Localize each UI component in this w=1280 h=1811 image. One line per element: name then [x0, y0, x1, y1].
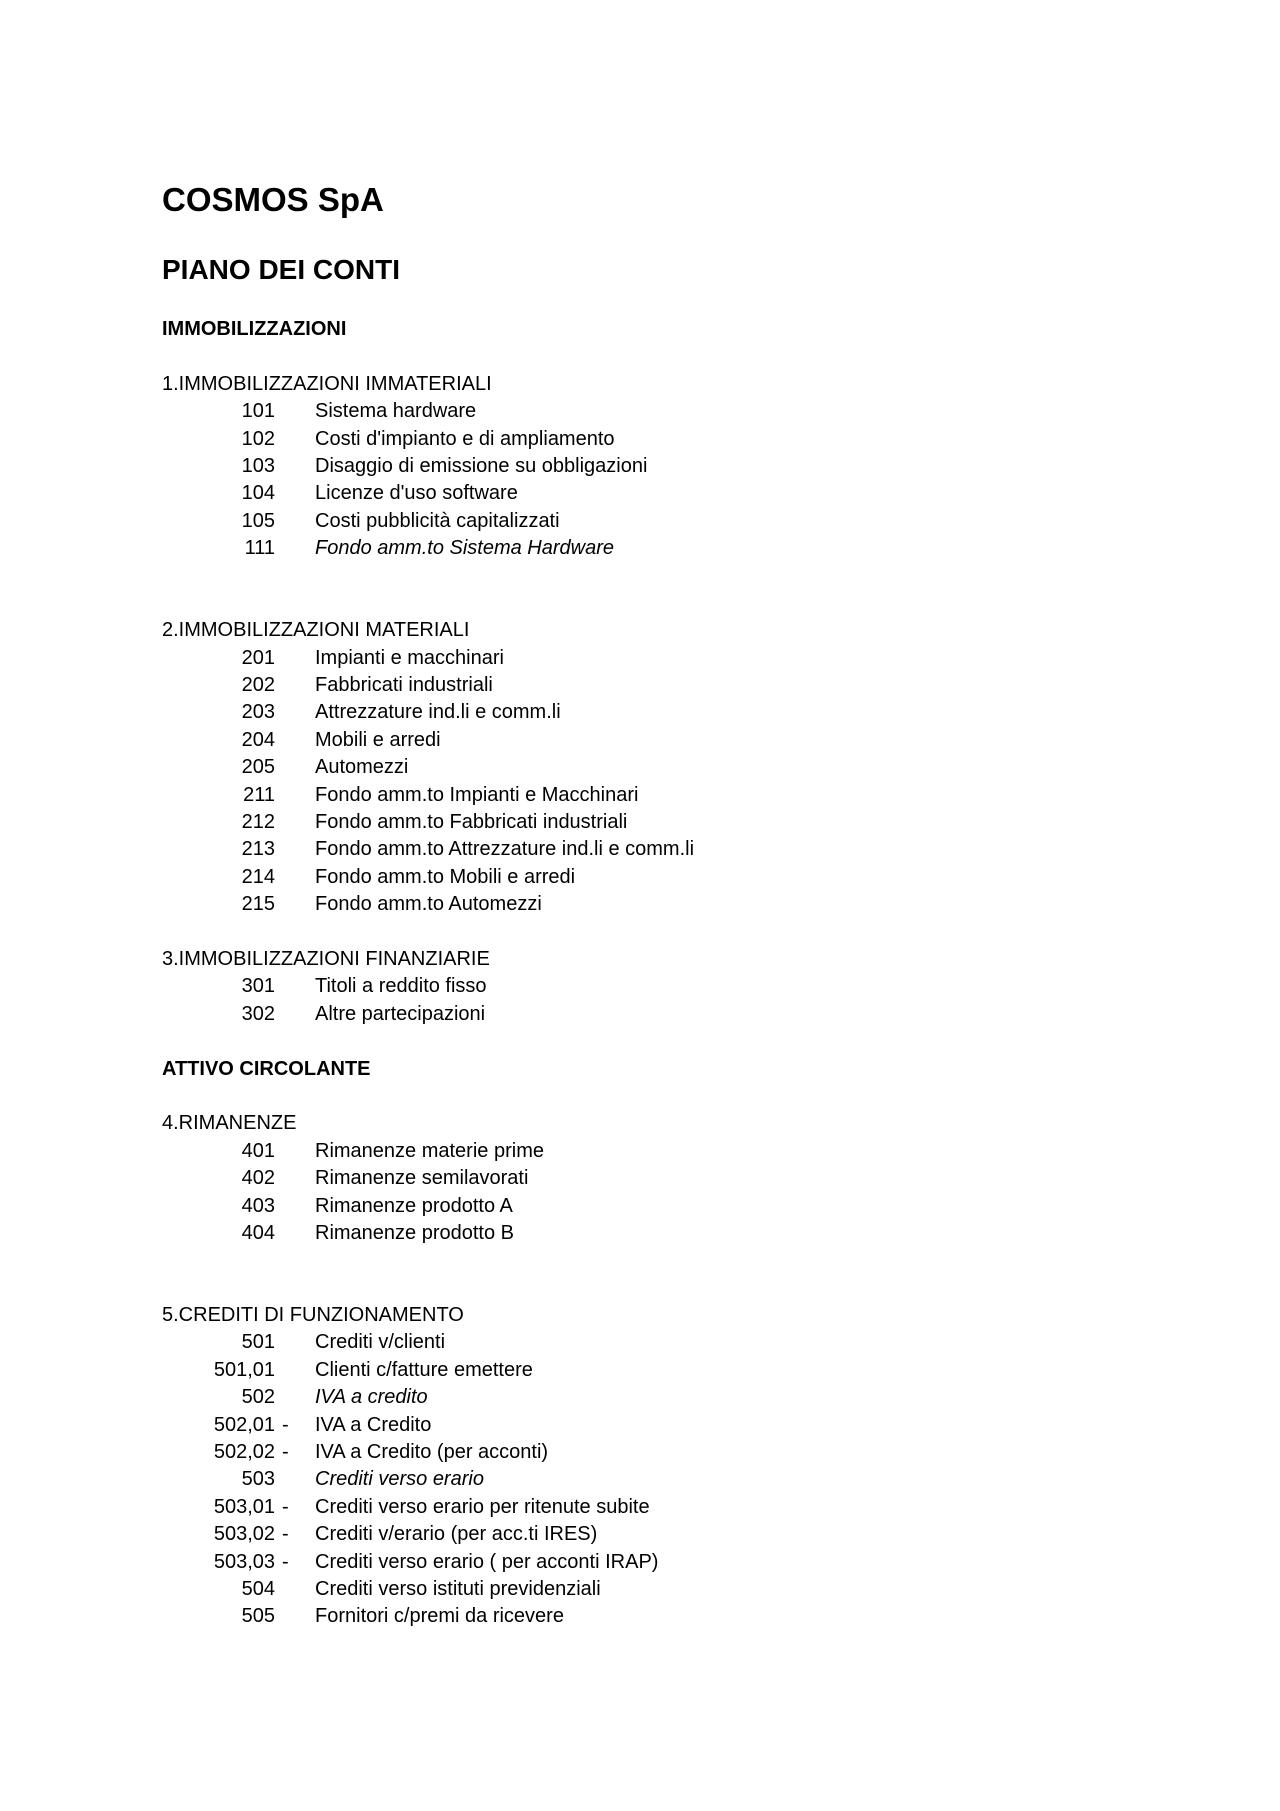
- account-code: 503,01: [213, 1495, 275, 1518]
- account-description: Impianti e macchinari: [315, 646, 504, 669]
- account-row: [162, 836, 1162, 863]
- account-row: [162, 508, 1162, 535]
- account-description: Crediti v/erario (per acc.ti IRES): [315, 1523, 598, 1546]
- group-title-rimanenze: 4.RIMANENZE: [162, 1112, 297, 1135]
- account-description: Automezzi: [315, 756, 409, 779]
- account-row: [162, 891, 1162, 918]
- account-row: [162, 398, 1162, 425]
- account-description: Fondo amm.to Mobili e arredi: [315, 865, 576, 888]
- account-description: Titoli a reddito fisso: [315, 975, 487, 998]
- account-description: Rimanenze prodotto A: [315, 1194, 513, 1217]
- account-code: 403: [241, 1194, 275, 1217]
- account-description: Crediti v/clienti: [315, 1331, 446, 1354]
- account-row: [162, 1165, 1162, 1192]
- account-code: 503,03: [213, 1550, 275, 1573]
- section-heading-attivo-circolante: ATTIVO CIRCOLANTE: [162, 1057, 371, 1080]
- account-description: Fabbricati industriali: [315, 674, 493, 697]
- account-description: IVA a credito: [315, 1386, 428, 1409]
- group-title-materiali: 2.IMMOBILIZZAZIONI MATERIALI: [162, 619, 470, 642]
- account-row: [162, 1220, 1162, 1247]
- account-description: Sistema hardware: [315, 400, 477, 423]
- account-description: Fondo amm.to Attrezzature ind.li e comm.li: [315, 838, 695, 861]
- account-description: Fondo amm.to Fabbricati industriali: [315, 811, 628, 834]
- account-row: [162, 699, 1162, 726]
- account-row: [162, 809, 1162, 836]
- account-description: Costi pubblicità capitalizzati: [315, 509, 560, 532]
- account-code: 203: [241, 701, 275, 724]
- account-code: 103: [241, 454, 275, 477]
- account-code: 301: [241, 975, 275, 998]
- account-row: [162, 1412, 1162, 1439]
- account-row: [162, 1357, 1162, 1384]
- account-row: [162, 1521, 1162, 1548]
- account-row: [162, 1193, 1162, 1220]
- account-dash: -: [282, 1441, 289, 1464]
- account-row: [162, 1329, 1162, 1356]
- account-dash: -: [282, 1413, 289, 1436]
- account-row: [162, 1138, 1162, 1165]
- account-row: [162, 1576, 1162, 1603]
- account-description: Clienti c/fatture emettere: [315, 1358, 533, 1381]
- account-description: Rimanenze prodotto B: [315, 1221, 515, 1244]
- account-description: Attrezzature ind.li e comm.li: [315, 701, 561, 724]
- account-code: 201: [241, 646, 275, 669]
- account-row: [162, 973, 1162, 1000]
- chart-of-accounts: [162, 316, 1162, 1631]
- page-title: PIANO DEI CONTI: [162, 254, 401, 285]
- account-code: 101: [241, 400, 275, 423]
- account-row: [162, 1494, 1162, 1521]
- account-row: [162, 1439, 1162, 1466]
- account-dash: -: [282, 1523, 289, 1546]
- account-description: Disaggio di emissione su obbligazioni: [315, 454, 648, 477]
- account-code: 204: [241, 728, 275, 751]
- account-code: 505: [241, 1605, 275, 1628]
- account-code: 404: [241, 1221, 275, 1244]
- account-description: Mobili e arredi: [315, 728, 441, 751]
- account-code: 402: [241, 1167, 275, 1190]
- account-row: [162, 727, 1162, 754]
- account-code: 504: [241, 1577, 275, 1600]
- account-row: [162, 535, 1162, 562]
- account-description: Crediti verso istituti previdenziali: [315, 1577, 601, 1600]
- company-name: COSMOS SpA: [162, 181, 384, 218]
- account-row: [162, 453, 1162, 480]
- account-code: 501: [241, 1331, 275, 1354]
- account-code: 212: [241, 811, 275, 834]
- account-code: 202: [241, 674, 275, 697]
- account-code: 211: [243, 783, 275, 806]
- account-row: [162, 864, 1162, 891]
- group-title-finanziarie: 3.IMMOBILIZZAZIONI FINANZIARIE: [162, 947, 490, 970]
- group-title-crediti: 5.CREDITI DI FUNZIONAMENTO: [162, 1304, 464, 1327]
- account-description: Crediti verso erario per ritenute subite: [315, 1495, 650, 1518]
- account-code: 102: [241, 427, 275, 450]
- account-dash: -: [282, 1550, 289, 1573]
- account-description: Crediti verso erario ( per acconti IRAP): [315, 1550, 659, 1573]
- account-description: Rimanenze semilavorati: [315, 1167, 529, 1190]
- account-row: [162, 1466, 1162, 1493]
- account-code: 502,01: [213, 1413, 275, 1436]
- account-description: Licenze d'uso software: [315, 482, 518, 505]
- account-row: [162, 1384, 1162, 1411]
- account-row: [162, 480, 1162, 507]
- account-code: 105: [241, 509, 275, 532]
- account-row: [162, 754, 1162, 781]
- section-heading-immobilizzazioni: IMMOBILIZZAZIONI: [162, 318, 347, 340]
- account-dash: -: [282, 1495, 289, 1518]
- account-description: Crediti verso erario: [315, 1468, 484, 1491]
- account-description: Altre partecipazioni: [315, 1002, 486, 1025]
- account-code: 104: [241, 482, 275, 505]
- account-row: [162, 782, 1162, 809]
- account-row: [162, 1603, 1162, 1630]
- account-row: [162, 645, 1162, 672]
- account-code: 214: [241, 865, 275, 888]
- account-code: 401: [241, 1139, 275, 1162]
- account-code: 503: [241, 1468, 275, 1491]
- account-description: Costi d'impianto e di ampliamento: [315, 427, 615, 450]
- account-description: Fondo amm.to Sistema Hardware: [315, 537, 615, 560]
- account-code: 111: [244, 537, 275, 560]
- account-code: 205: [241, 756, 275, 779]
- account-code: 501,01: [213, 1358, 275, 1381]
- account-row: [162, 672, 1162, 699]
- account-code: 302: [241, 1002, 275, 1025]
- account-description: Fondo amm.to Automezzi: [315, 893, 542, 916]
- account-description: Fornitori c/premi da ricevere: [315, 1605, 564, 1628]
- account-row: [162, 1001, 1162, 1028]
- account-description: IVA a Credito: [315, 1413, 432, 1436]
- group-title-immateriali: 1.IMMOBILIZZAZIONI IMMATERIALI: [162, 372, 492, 395]
- account-row: [162, 426, 1162, 453]
- account-description: Rimanenze materie prime: [315, 1139, 544, 1162]
- account-code: 215: [241, 893, 275, 916]
- account-code: 502,02: [213, 1441, 275, 1464]
- account-code: 503,02: [213, 1523, 275, 1546]
- account-row: [162, 1549, 1162, 1576]
- account-code: 213: [241, 838, 275, 861]
- account-code: 502: [241, 1386, 275, 1409]
- account-description: IVA a Credito (per acconti): [315, 1441, 549, 1464]
- account-description: Fondo amm.to Impianti e Macchinari: [315, 783, 639, 806]
